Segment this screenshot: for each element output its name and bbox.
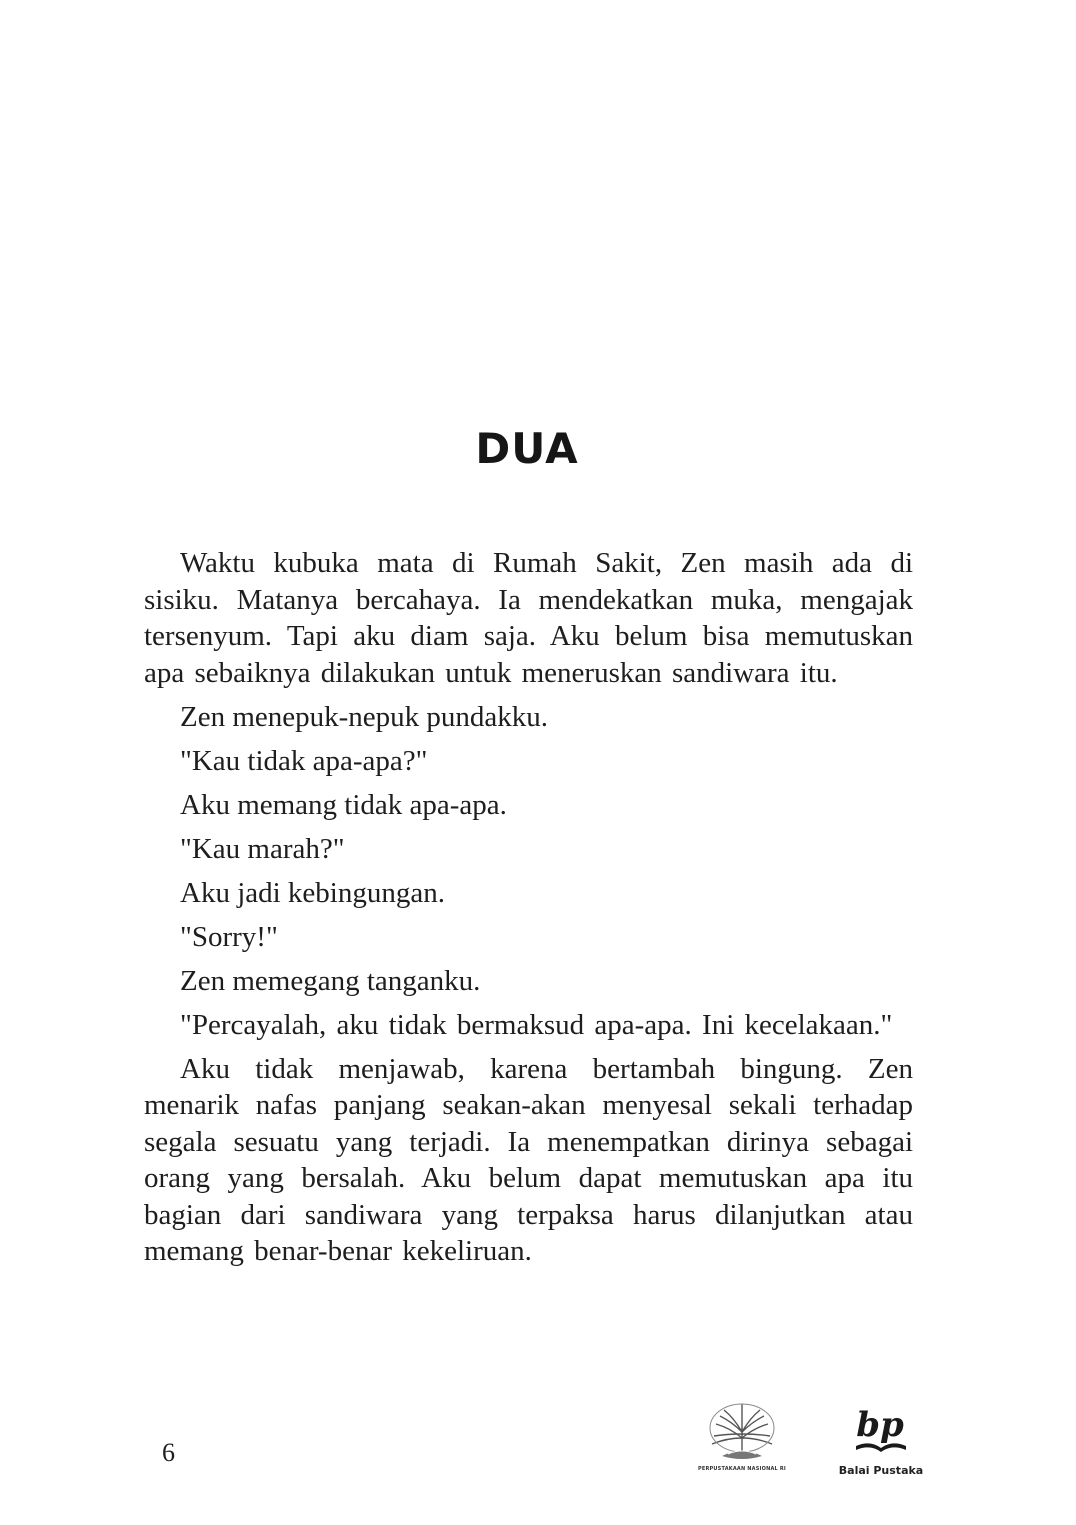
- paragraph-7: "Sorry!": [180, 920, 278, 953]
- paragraph-3: "Kau tidak apa-apa?": [180, 744, 428, 777]
- paragraph-9: "Percayalah, aku tidak bermaksud apa-apa. Ini kecelakaan.": [180, 1008, 893, 1041]
- perpustakaan-nasional-logo: [672, 1398, 812, 1478]
- balai-pustaka-label: Balai Pustaka: [838, 1464, 924, 1477]
- perpustakaan-nasional-label: PERPUSTAKAAN NASIONAL RI: [698, 1466, 786, 1472]
- balai-pustaka-mark: bp: [856, 1405, 904, 1445]
- chapter-title: DUA: [475, 424, 579, 473]
- paragraph-2: Zen menepuk-nepuk pundakku.: [180, 700, 549, 733]
- paragraph-5: "Kau marah?": [180, 832, 345, 865]
- paragraph-10: Aku tidak menjawab, karena bertambah bingung. Zen menarik nafas panjang seakan-akan menyesal sekali terhadap segala sesuatu yang terjadi. Ia menempatkan dirinya sebagai orang yang bersalah. Aku belum dapat memutuskan apa itu bagian dari sandiwara yang terpaksa harus dilanjutkan atau memang benar-benar kekeliruan.: [144, 1052, 913, 1267]
- balai-pustaka-logo: [836, 1402, 926, 1482]
- page-number: 6: [162, 1438, 175, 1467]
- paragraph-6: Aku jadi kebingungan.: [180, 876, 445, 909]
- paragraph-8: Zen memegang tanganku.: [180, 964, 481, 997]
- balai-pustaka-book-icon: [836, 1402, 926, 1462]
- perpustakaan-nasional-tree-icon: [672, 1398, 812, 1464]
- paragraph-4: Aku memang tidak apa-apa.: [180, 788, 507, 821]
- paragraph-1: Waktu kubuka mata di Rumah Sakit, Zen masih ada di sisiku. Matanya bercahaya. Ia mendekatkan muka, mengajak tersenyum. Tapi aku diam saja. Aku belum bisa memutuskan apa sebaiknya dilakukan untuk meneruskan sandiwara itu.: [144, 547, 913, 689]
- chapter-body: [144, 545, 913, 1277]
